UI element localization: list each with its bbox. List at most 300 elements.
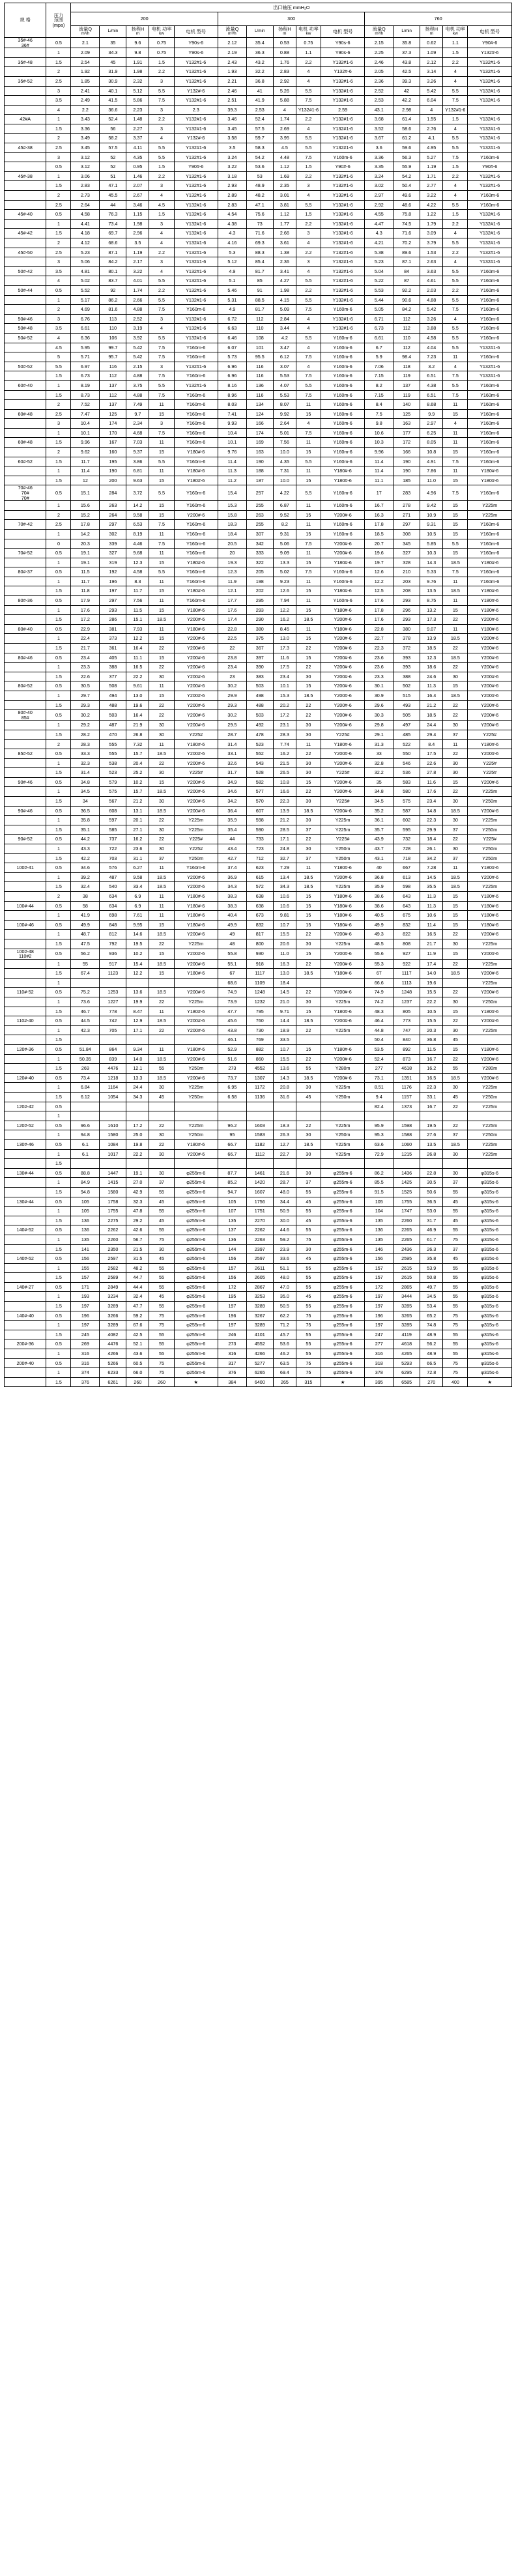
model-line: 70#-46 <box>18 485 33 491</box>
flow-lmin-300: 88.5 <box>246 295 273 305</box>
flow-lmin-760: 598 <box>394 882 420 892</box>
motor-model-200: Y132#1-6 <box>174 171 218 181</box>
flow-lmin-200: 388 <box>100 663 126 672</box>
head-300: 5.06 <box>273 539 296 549</box>
motor-model-300: Y132#1-6 <box>321 86 364 96</box>
header-motor-200 <box>174 26 218 38</box>
row-model <box>5 457 46 466</box>
table-row <box>5 191 512 201</box>
head-200: 16.2 <box>126 835 149 844</box>
motor-model-300: Y180#-6 <box>321 476 364 485</box>
motor-power-300: 15 <box>296 901 321 911</box>
unit: m <box>429 31 433 36</box>
motor-model-200: φ255m-6 <box>174 1368 218 1378</box>
table-row <box>5 853 512 863</box>
motor-model-760: Y160m-6 <box>468 333 512 343</box>
head-200: 2.67 <box>126 191 149 201</box>
head-200 <box>126 1035 149 1045</box>
header-pressure-l1: 压力 <box>53 12 64 18</box>
row-pressure: 1 <box>46 997 71 1007</box>
motor-power-300: 7.5 <box>296 96 321 106</box>
row-model <box>5 777 46 787</box>
lbl: 电机 型号 <box>186 28 207 35</box>
motor-power-200: 15 <box>149 448 174 457</box>
motor-model-300: Y225m <box>321 1139 364 1149</box>
head-300: 0.88 <box>273 48 296 58</box>
flow-lmin-200: 703 <box>100 853 126 863</box>
motor-model-760: Y250m <box>468 797 512 807</box>
row-model <box>5 901 46 911</box>
motor-model-300: φ255m-6 <box>321 1254 364 1264</box>
motor-model-300: Y200#-6 <box>321 663 364 672</box>
flow-lmin-760: 278 <box>394 501 420 511</box>
motor-power-200: 1.5 <box>149 162 174 172</box>
row-model <box>5 1358 46 1368</box>
table-row <box>5 1273 512 1283</box>
motor-power-760: 30 <box>443 1025 468 1035</box>
motor-model-200: Y200#-6 <box>174 634 218 644</box>
motor-power-760: 5.5 <box>443 238 468 248</box>
motor-model-200: Y90s-6 <box>174 38 218 48</box>
row-pressure: 0.5 <box>46 1102 71 1111</box>
motor-power-200: 4 <box>149 191 174 201</box>
head-760: 5.27 <box>420 152 443 162</box>
motor-model-760: Y200#-6 <box>468 653 512 663</box>
motor-power-200: 3 <box>149 362 174 371</box>
row-pressure: 2 <box>46 400 71 410</box>
motor-model-200: Y180#-6 <box>174 466 218 476</box>
row-pressure: 0.5 <box>46 1254 71 1264</box>
flow-300: 2.19 <box>218 48 246 58</box>
motor-power-200: 22 <box>149 997 174 1007</box>
motor-power-300: 5.5 <box>296 380 321 390</box>
motor-power-760: 7.5 <box>443 485 468 501</box>
flow-lmin-300: 5277 <box>246 1358 273 1368</box>
unit: kw <box>159 31 164 36</box>
head-300: 10.0 <box>273 476 296 485</box>
flow-lmin-200: 45.5 <box>100 191 126 201</box>
flow-lmin-760: 172 <box>394 438 420 448</box>
motor-model-760: φ315s-6 <box>468 1330 512 1339</box>
motor-model-300: Y250m <box>321 853 364 863</box>
head-200: 12.2 <box>126 634 149 644</box>
row-model <box>5 1311 46 1321</box>
head-200: 31.1 <box>126 853 149 863</box>
head-760: 72.8 <box>420 1368 443 1378</box>
motor-power-200: 11 <box>149 529 174 539</box>
motor-model-200: Y200#-6 <box>174 959 218 969</box>
motor-power-760: 22 <box>443 1102 468 1111</box>
row-pressure: 0.5 <box>46 835 71 844</box>
motor-power-760: Y132#1-6 <box>443 105 468 115</box>
head-300: 2.35 <box>273 181 296 191</box>
head-760: 24.6 <box>420 672 443 681</box>
head-200: 48.2 <box>126 1263 149 1273</box>
head-300: 26.3 <box>273 1130 296 1140</box>
flow-lmin-760: 58.6 <box>394 124 420 134</box>
motor-model-760: Y132#1-6 <box>468 86 512 96</box>
flow-lmin-300: 1232 <box>246 997 273 1007</box>
motor-power-760: 30 <box>443 768 468 778</box>
head-200: 7.61 <box>126 911 149 921</box>
flow-760: 156 <box>365 1254 394 1264</box>
motor-power-300: 2.2 <box>296 285 321 295</box>
header-pressure <box>46 3 71 38</box>
row-pressure: 4.5 <box>46 343 71 352</box>
flow-200: 35.8 <box>71 816 100 825</box>
head-760: 5.42 <box>420 305 443 315</box>
row-model <box>5 1263 46 1273</box>
flow-200: 245 <box>71 1330 100 1339</box>
flow-lmin-760: 119 <box>394 390 420 400</box>
motor-power-200: 260 <box>149 1377 174 1387</box>
model-line: 140#-27 <box>16 1283 34 1290</box>
flow-760: 4.21 <box>365 238 394 248</box>
row-model <box>5 380 46 390</box>
head-300: 8.45 <box>273 624 296 634</box>
motor-power-300: 22 <box>296 1121 321 1130</box>
flow-760: 104 <box>365 1207 394 1216</box>
motor-power-300: 7.5 <box>296 567 321 577</box>
flow-300: 15.4 <box>218 485 246 501</box>
row-pressure: 1 <box>46 872 71 882</box>
flow-760: 3.24 <box>365 171 394 181</box>
flow-760: 36.1 <box>365 816 394 825</box>
row-model <box>5 295 46 305</box>
head-300: 10.1 <box>273 681 296 691</box>
flow-lmin-760: 546 <box>394 758 420 768</box>
row-model <box>5 1302 46 1311</box>
row-pressure: 1.5 <box>46 229 71 238</box>
motor-model-760: Y225m <box>468 1025 512 1035</box>
motor-model-300: Y180#-6 <box>321 624 364 634</box>
head-300: 62.2 <box>273 1311 296 1321</box>
flow-lmin-200: 69.7 <box>100 229 126 238</box>
row-pressure: 2.5 <box>46 200 71 210</box>
flow-lmin-760: 1176 <box>394 1083 420 1093</box>
motor-model-200: Y180#-6 <box>174 969 218 979</box>
flow-200 <box>71 978 100 988</box>
model-line: 60#-48 <box>18 410 33 417</box>
head-760: 34.5 <box>420 1292 443 1302</box>
motor-power-300: 7.5 <box>296 371 321 381</box>
flow-200: 28.3 <box>71 739 100 749</box>
flow-lmin-760: 2436 <box>394 1244 420 1254</box>
flow-760: 22.8 <box>365 624 394 634</box>
flow-lmin-300: 166 <box>246 419 273 429</box>
head-300: 20.8 <box>273 1083 296 1093</box>
motor-model-300: Y200#-6 <box>321 721 364 730</box>
flow-760: 82.4 <box>365 1102 394 1111</box>
motor-power-300: 3 <box>296 181 321 191</box>
motor-model-760: Y200#-6 <box>468 663 512 672</box>
motor-power-760: 55 <box>443 1263 468 1273</box>
motor-power-300: 4 <box>296 324 321 334</box>
flow-200 <box>71 1035 100 1045</box>
head-760: 18.6 <box>420 663 443 672</box>
flow-760: 29.8 <box>365 721 394 730</box>
motor-model-300: Y200#-6 <box>321 510 364 520</box>
flow-760: 197 <box>365 1292 394 1302</box>
motor-power-300: 22 <box>296 1054 321 1064</box>
flow-760: 35.9 <box>365 882 394 892</box>
flow-200: 5.06 <box>71 257 100 267</box>
flow-lmin-300: 383 <box>246 672 273 681</box>
motor-model-200: φ255m-6 <box>174 1225 218 1235</box>
motor-model-300: Y250m <box>321 1093 364 1102</box>
row-model <box>5 567 46 577</box>
flow-lmin-300: 769 <box>246 1035 273 1045</box>
flow-lmin-300: 570 <box>246 797 273 807</box>
motor-model-300: Y132#1-6 <box>321 229 364 238</box>
head-300: 71.2 <box>273 1321 296 1330</box>
flow-lmin-300: 116 <box>246 371 273 381</box>
flow-lmin-200: 40.1 <box>100 86 126 96</box>
motor-power-300: 30 <box>296 816 321 825</box>
motor-power-200: 15 <box>149 949 174 959</box>
motor-model-300: Y160m-6 <box>321 400 364 410</box>
table-row <box>5 38 512 48</box>
flow-lmin-200: 1758 <box>100 1197 126 1207</box>
table-row <box>5 1102 512 1111</box>
motor-power-200: 22 <box>149 1025 174 1035</box>
flow-lmin-300: 101 <box>246 343 273 352</box>
row-pressure: 1.5 <box>46 1064 71 1074</box>
motor-power-200: 11 <box>149 400 174 410</box>
motor-model-200: φ255m-6 <box>174 1321 218 1330</box>
motor-model-760: Y160m-6 <box>468 549 512 558</box>
head-200: 26.8 <box>126 730 149 739</box>
motor-model-760: Y225m <box>468 882 512 892</box>
flow-lmin-760: 75.8 <box>394 210 420 220</box>
flow-lmin-760: 3285 <box>394 1302 420 1311</box>
head-200: 9.68 <box>126 549 149 558</box>
row-model <box>5 476 46 485</box>
flow-200: 11.7 <box>71 577 100 586</box>
motor-power-300: 55 <box>296 1282 321 1292</box>
head-300: 5.26 <box>273 86 296 96</box>
motor-power-200: 2.2 <box>149 248 174 257</box>
model-line: 130#-44 <box>16 1198 34 1205</box>
motor-model-200: Y180#-6 <box>174 1045 218 1055</box>
flow-760: 12.6 <box>365 567 394 577</box>
row-model <box>5 390 46 400</box>
head-760: 2.77 <box>420 181 443 191</box>
motor-power-760: 1.1 <box>443 38 468 48</box>
row-pressure: 1 <box>46 930 71 939</box>
table-row <box>5 171 512 181</box>
flow-lmin-300: 712 <box>246 853 273 863</box>
motor-model-200: Y200#-6 <box>174 510 218 520</box>
flow-lmin-760: 505 <box>394 710 420 721</box>
row-model <box>5 266 46 276</box>
head-200: 3.22 <box>126 266 149 276</box>
table-row <box>5 520 512 530</box>
head-760: 74.8 <box>420 1321 443 1330</box>
motor-model-300: φ255m-6 <box>321 1311 364 1321</box>
head-760: 19.5 <box>420 1121 443 1130</box>
motor-model-760: Y225m <box>468 510 512 520</box>
flow-lmin-200: 160 <box>100 448 126 457</box>
flow-lmin-200: 503 <box>100 710 126 721</box>
unit: kw <box>306 31 311 36</box>
motor-power-300: 30 <box>296 1244 321 1254</box>
head-760: 8.68 <box>420 400 443 410</box>
row-pressure: 1.5 <box>46 969 71 979</box>
motor-power-300: 11 <box>296 466 321 476</box>
row-pressure: 1.5 <box>46 730 71 739</box>
motor-model-300: Y132#1-6 <box>321 324 364 334</box>
flow-760: 22.7 <box>365 634 394 644</box>
motor-model-760: Y132#1-6 <box>468 134 512 143</box>
flow-760: 4.55 <box>365 210 394 220</box>
table-body <box>5 38 512 1387</box>
flow-lmin-300: 71.6 <box>246 229 273 238</box>
flow-200: 4.12 <box>71 238 100 248</box>
motor-model-200: φ255m-6 <box>174 1197 218 1207</box>
row-model <box>5 1025 46 1035</box>
flow-760: 197 <box>365 1302 394 1311</box>
motor-model-200: Y160m-6 <box>174 577 218 586</box>
flow-300: 2.43 <box>218 57 246 67</box>
row-pressure: 1 <box>46 787 71 797</box>
head-200: 3.19 <box>126 324 149 334</box>
flow-lmin-760: 283 <box>394 485 420 501</box>
motor-model-760: Y90#-6 <box>468 38 512 48</box>
head-200: 19.6 <box>126 700 149 710</box>
head-200: 7.49 <box>126 400 149 410</box>
flow-200: 6.36 <box>71 333 100 343</box>
row-pressure: 2.5 <box>46 520 71 530</box>
motor-power-300: 11 <box>296 400 321 410</box>
flow-lmin-760: 613 <box>394 872 420 882</box>
flow-lmin-760: 587 <box>394 806 420 816</box>
head-200: 11.1 <box>126 653 149 663</box>
motor-power-300: 4 <box>296 238 321 248</box>
row-pressure: 5 <box>46 352 71 362</box>
motor-power-300: 2.2 <box>296 248 321 257</box>
motor-model-760: Y225m <box>468 1121 512 1130</box>
flow-lmin-200: 36.6 <box>100 105 126 115</box>
motor-power-300: 30 <box>296 758 321 768</box>
motor-power-200: 45 <box>149 1254 174 1264</box>
row-model <box>5 96 46 106</box>
flow-300: 68.6 <box>218 978 246 988</box>
motor-power-760: 18.5 <box>443 1073 468 1083</box>
motor-model-300: Y132#1-6 <box>321 200 364 210</box>
head-200: 2.23 <box>126 105 149 115</box>
motor-power-200: 55 <box>149 1330 174 1339</box>
motor-power-200: 0.75 <box>149 38 174 48</box>
flow-lmin-200: 1017 <box>100 1149 126 1159</box>
flow-lmin-200: 538 <box>100 758 126 768</box>
flow-lmin-300: 257 <box>246 485 273 501</box>
flow-760: 29.6 <box>365 700 394 710</box>
motor-power-300: 22 <box>296 749 321 759</box>
flow-760: 6.73 <box>365 324 394 334</box>
header-model: 规 格 <box>5 3 46 38</box>
motor-power-300: 4 <box>296 343 321 352</box>
head-760: 6.04 <box>420 96 443 106</box>
flow-300: 66.7 <box>218 1149 246 1159</box>
flow-300: 36.9 <box>218 872 246 882</box>
motor-power-300: 5.5 <box>296 143 321 153</box>
motor-model-300: φ255m-6 <box>321 1244 364 1254</box>
head-300: 9.31 <box>273 529 296 539</box>
flow-lmin-300: 615 <box>246 872 273 882</box>
head-300: 21.2 <box>273 816 296 825</box>
motor-model-760: Y90#-6 <box>468 162 512 172</box>
motor-model-300: Y132#1-6 <box>321 219 364 229</box>
unit: L/min <box>401 29 412 34</box>
motor-power-760: 2.2 <box>443 171 468 181</box>
row-model <box>5 1178 46 1188</box>
motor-power-760: 55 <box>443 1349 468 1359</box>
row-pressure: 0 <box>46 539 71 549</box>
motor-power-200: 55 <box>149 1263 174 1273</box>
motor-model-760: Y160m-6 <box>468 152 512 162</box>
flow-lmin-300: 1248 <box>246 988 273 997</box>
motor-power-200: 55 <box>149 1273 174 1283</box>
motor-power-760: 5.5 <box>443 343 468 352</box>
head-200: 17.2 <box>126 1121 149 1130</box>
flow-lmin-200: 742 <box>100 1016 126 1026</box>
table-row <box>5 1254 512 1264</box>
row-pressure: 1 <box>46 1178 71 1188</box>
model-line: 70# <box>21 494 29 501</box>
motor-power-200: 37 <box>149 853 174 863</box>
head-200: 2.52 <box>126 314 149 324</box>
motor-power-300: 7.5 <box>296 539 321 549</box>
flow-300: 6.96 <box>218 362 246 371</box>
flow-200: 96.6 <box>71 1121 100 1130</box>
motor-power-760: 15 <box>443 920 468 930</box>
motor-model-300: Y280m <box>321 1064 364 1074</box>
motor-model-300: Y132#1-6 <box>321 238 364 248</box>
motor-model-200: Y180#-6 <box>174 586 218 596</box>
flow-lmin-300: 582 <box>246 777 273 787</box>
motor-power-200: 5.5 <box>149 143 174 153</box>
flow-300: 15.8 <box>218 510 246 520</box>
row-model <box>5 615 46 625</box>
flow-lmin-760: 203 <box>394 577 420 586</box>
flow-lmin-300: 543 <box>246 758 273 768</box>
flow-300: 3.24 <box>218 152 246 162</box>
row-pressure: 1.5 <box>46 700 71 710</box>
row-model <box>5 892 46 902</box>
row-pressure: 0.5 <box>46 38 71 48</box>
flow-lmin-200: 190 <box>100 466 126 476</box>
head-300: 32.7 <box>273 853 296 863</box>
row-model <box>5 229 46 238</box>
motor-model-300: Y160m-6 <box>321 596 364 606</box>
flow-760 <box>365 1159 394 1169</box>
row-pressure: 1.5 <box>46 457 71 466</box>
motor-model-200: Y225m <box>174 816 218 825</box>
flow-lmin-200: 44 <box>100 200 126 210</box>
flow-200: 30.2 <box>71 710 100 721</box>
motor-power-200: 18.5 <box>149 872 174 882</box>
motor-model-300: φ255m-6 <box>321 1368 364 1378</box>
head-200: 5.86 <box>126 96 149 106</box>
motor-power-300: 75 <box>296 1311 321 1321</box>
motor-power-300: 5.5 <box>296 295 321 305</box>
flow-200 <box>71 1102 100 1111</box>
motor-model-760: Y225# <box>468 768 512 778</box>
flow-lmin-200: 381 <box>100 624 126 634</box>
table-row <box>5 768 512 778</box>
head-300: 5.53 <box>273 390 296 400</box>
